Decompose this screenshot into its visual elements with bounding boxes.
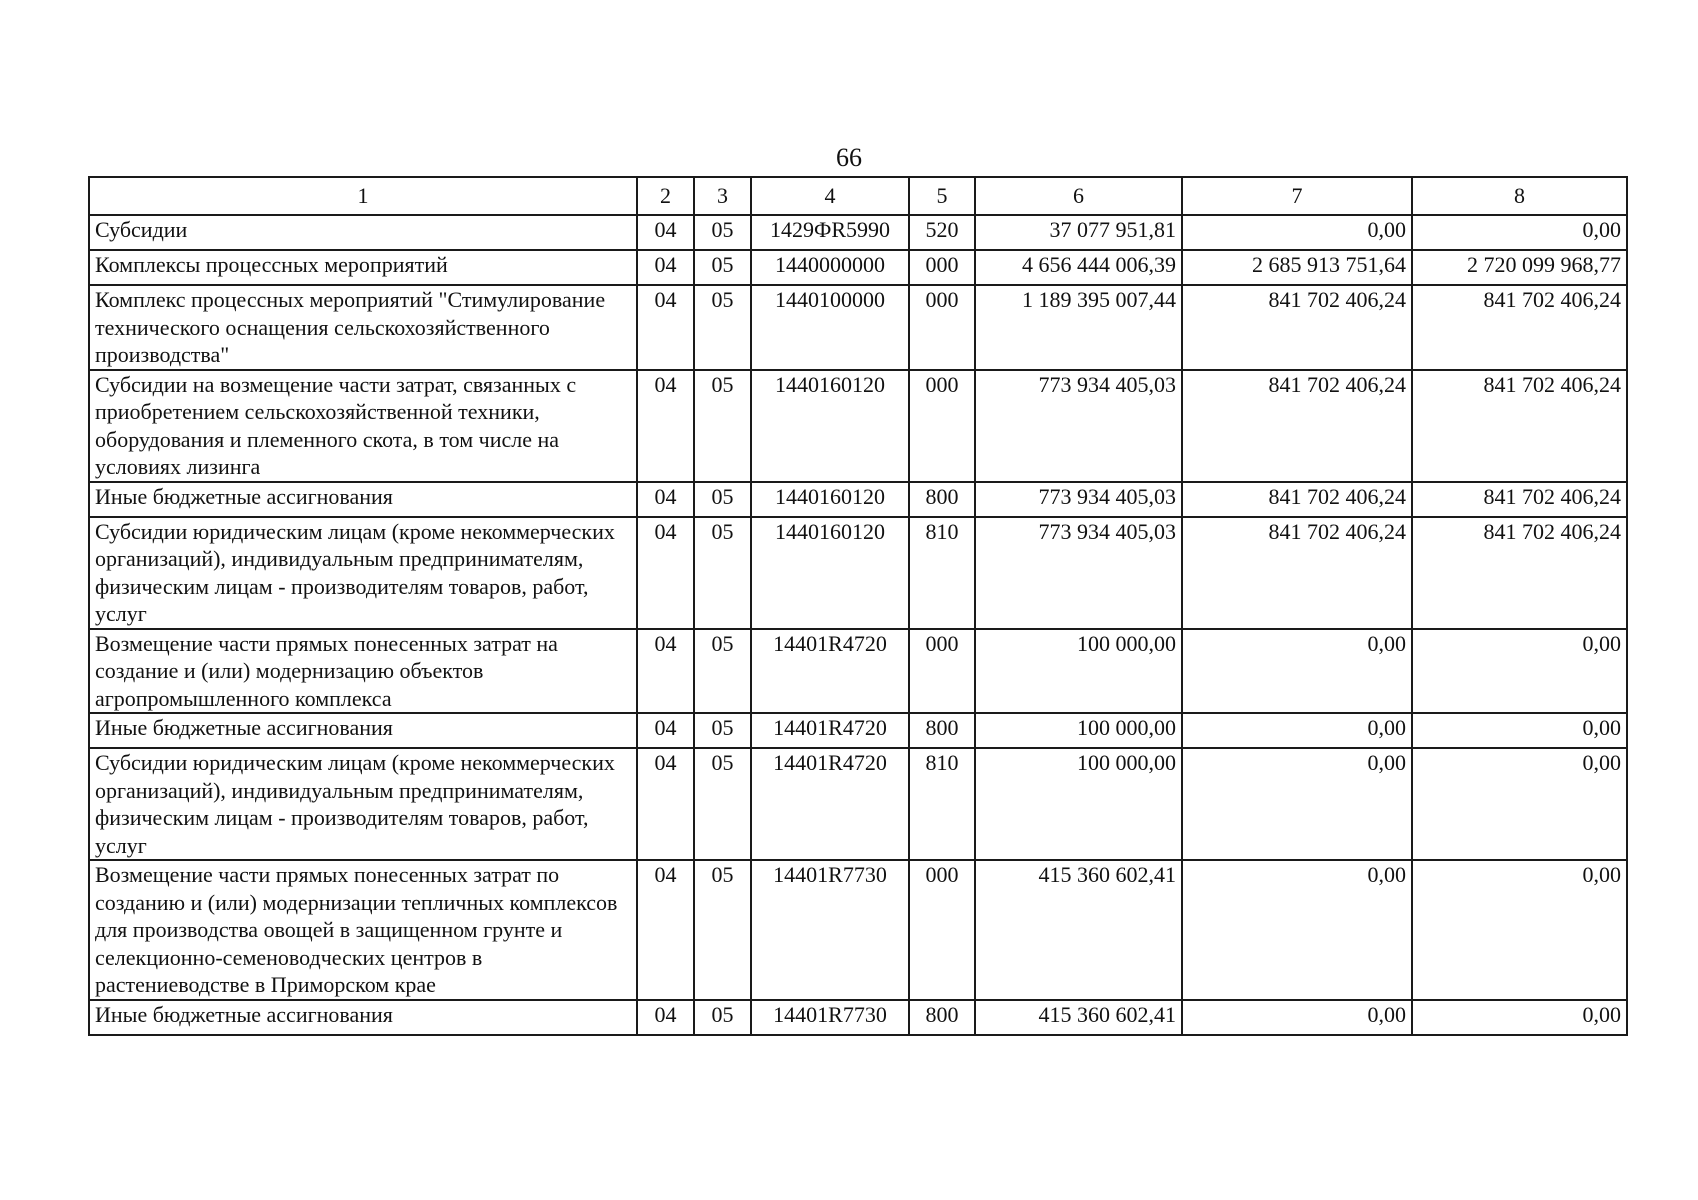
amount-col-8: 0,00 [1412, 713, 1627, 748]
subsection-code: 05 [694, 285, 751, 370]
amount-col-8: 841 702 406,24 [1412, 517, 1627, 629]
amount-col-6: 100 000,00 [975, 629, 1182, 714]
amount-col-6: 415 360 602,41 [975, 860, 1182, 1000]
amount-col-8: 0,00 [1412, 860, 1627, 1000]
table-row [89, 370, 1627, 482]
amount-col-8: 0,00 [1412, 629, 1627, 714]
amount-col-8: 841 702 406,24 [1412, 482, 1627, 517]
amount-col-6: 773 934 405,03 [975, 517, 1182, 629]
table-row [89, 482, 1627, 517]
section-code: 04 [637, 748, 694, 860]
expense-name: Субсидии юридическим лицам (кроме некоммерческих организаций), индивидуальным предпринимателям, физическим лицам - производителям товаров, работ, услуг [89, 748, 637, 860]
column-header: 1 [89, 177, 637, 215]
section-code: 04 [637, 713, 694, 748]
target-article-code: 14401R4720 [751, 629, 909, 714]
expense-type-code: 000 [909, 370, 975, 482]
table-row [89, 517, 1627, 629]
expense-name: Субсидии [89, 215, 637, 250]
amount-col-6: 100 000,00 [975, 748, 1182, 860]
expense-type-code: 800 [909, 1000, 975, 1035]
section-code: 04 [637, 250, 694, 285]
expense-name: Возмещение части прямых понесенных затрат на создание и (или) модернизацию объектов агропромышленного комплекса [89, 629, 637, 714]
column-header: 4 [751, 177, 909, 215]
amount-col-7: 841 702 406,24 [1182, 482, 1412, 517]
expense-name: Комплексы процессных мероприятий [89, 250, 637, 285]
amount-col-6: 1 189 395 007,44 [975, 285, 1182, 370]
table-row [89, 860, 1627, 1000]
amount-col-7: 841 702 406,24 [1182, 370, 1412, 482]
column-header: 8 [1412, 177, 1627, 215]
table-header-row [89, 177, 1627, 215]
subsection-code: 05 [694, 517, 751, 629]
table-row [89, 215, 1627, 250]
subsection-code: 05 [694, 860, 751, 1000]
expense-type-code: 800 [909, 482, 975, 517]
budget-table [88, 176, 1628, 1036]
amount-col-7: 0,00 [1182, 1000, 1412, 1035]
table-row [89, 713, 1627, 748]
amount-col-7: 841 702 406,24 [1182, 285, 1412, 370]
amount-col-7: 0,00 [1182, 713, 1412, 748]
expense-type-code: 520 [909, 215, 975, 250]
expense-type-code: 810 [909, 517, 975, 629]
expense-name: Иные бюджетные ассигнования [89, 482, 637, 517]
expense-name: Иные бюджетные ассигнования [89, 713, 637, 748]
table-row [89, 285, 1627, 370]
expense-type-code: 810 [909, 748, 975, 860]
table-row [89, 1000, 1627, 1035]
subsection-code: 05 [694, 1000, 751, 1035]
expense-name: Комплекс процессных мероприятий "Стимулирование технического оснащения сельскохозяйственного производства" [89, 285, 637, 370]
subsection-code: 05 [694, 215, 751, 250]
subsection-code: 05 [694, 250, 751, 285]
amount-col-6: 100 000,00 [975, 713, 1182, 748]
target-article-code: 14401R7730 [751, 860, 909, 1000]
column-header: 7 [1182, 177, 1412, 215]
expense-name: Субсидии юридическим лицам (кроме некоммерческих организаций), индивидуальным предпринимателям, физическим лицам - производителям товаров, работ, услуг [89, 517, 637, 629]
subsection-code: 05 [694, 748, 751, 860]
amount-col-7: 0,00 [1182, 860, 1412, 1000]
section-code: 04 [637, 215, 694, 250]
section-code: 04 [637, 517, 694, 629]
expense-type-code: 000 [909, 250, 975, 285]
table-row [89, 748, 1627, 860]
amount-col-7: 2 685 913 751,64 [1182, 250, 1412, 285]
amount-col-8: 841 702 406,24 [1412, 370, 1627, 482]
expense-type-code: 000 [909, 629, 975, 714]
table-row [89, 250, 1627, 285]
table-row [89, 629, 1627, 714]
amount-col-6: 773 934 405,03 [975, 482, 1182, 517]
target-article-code: 1429ФR5990 [751, 215, 909, 250]
target-article-code: 1440160120 [751, 370, 909, 482]
column-header: 3 [694, 177, 751, 215]
section-code: 04 [637, 629, 694, 714]
amount-col-6: 4 656 444 006,39 [975, 250, 1182, 285]
amount-col-7: 0,00 [1182, 629, 1412, 714]
expense-name: Иные бюджетные ассигнования [89, 1000, 637, 1035]
amount-col-8: 2 720 099 968,77 [1412, 250, 1627, 285]
section-code: 04 [637, 1000, 694, 1035]
amount-col-8: 841 702 406,24 [1412, 285, 1627, 370]
subsection-code: 05 [694, 482, 751, 517]
expense-name: Субсидии на возмещение части затрат, связанных с приобретением сельскохозяйственной техники, оборудования и племенного скота, в том числе на условиях лизинга [89, 370, 637, 482]
target-article-code: 1440100000 [751, 285, 909, 370]
page-number: 66 [836, 143, 862, 172]
column-header: 5 [909, 177, 975, 215]
target-article-code: 14401R4720 [751, 713, 909, 748]
expense-type-code: 000 [909, 860, 975, 1000]
amount-col-6: 773 934 405,03 [975, 370, 1182, 482]
expense-name: Возмещение части прямых понесенных затрат по созданию и (или) модернизации тепличных комплексов для производства овощей в защищенном грунте и селекционно-семеноводческих центров в растениеводстве в Приморском крае [89, 860, 637, 1000]
column-header: 6 [975, 177, 1182, 215]
amount-col-8: 0,00 [1412, 748, 1627, 860]
target-article-code: 1440000000 [751, 250, 909, 285]
amount-col-8: 0,00 [1412, 215, 1627, 250]
section-code: 04 [637, 860, 694, 1000]
expense-type-code: 000 [909, 285, 975, 370]
section-code: 04 [637, 285, 694, 370]
subsection-code: 05 [694, 629, 751, 714]
section-code: 04 [637, 370, 694, 482]
target-article-code: 1440160120 [751, 517, 909, 629]
column-header: 2 [637, 177, 694, 215]
amount-col-7: 0,00 [1182, 215, 1412, 250]
target-article-code: 1440160120 [751, 482, 909, 517]
amount-col-6: 415 360 602,41 [975, 1000, 1182, 1035]
amount-col-7: 841 702 406,24 [1182, 517, 1412, 629]
subsection-code: 05 [694, 713, 751, 748]
amount-col-7: 0,00 [1182, 748, 1412, 860]
expense-type-code: 800 [909, 713, 975, 748]
amount-col-6: 37 077 951,81 [975, 215, 1182, 250]
subsection-code: 05 [694, 370, 751, 482]
section-code: 04 [637, 482, 694, 517]
amount-col-8: 0,00 [1412, 1000, 1627, 1035]
target-article-code: 14401R4720 [751, 748, 909, 860]
target-article-code: 14401R7730 [751, 1000, 909, 1035]
